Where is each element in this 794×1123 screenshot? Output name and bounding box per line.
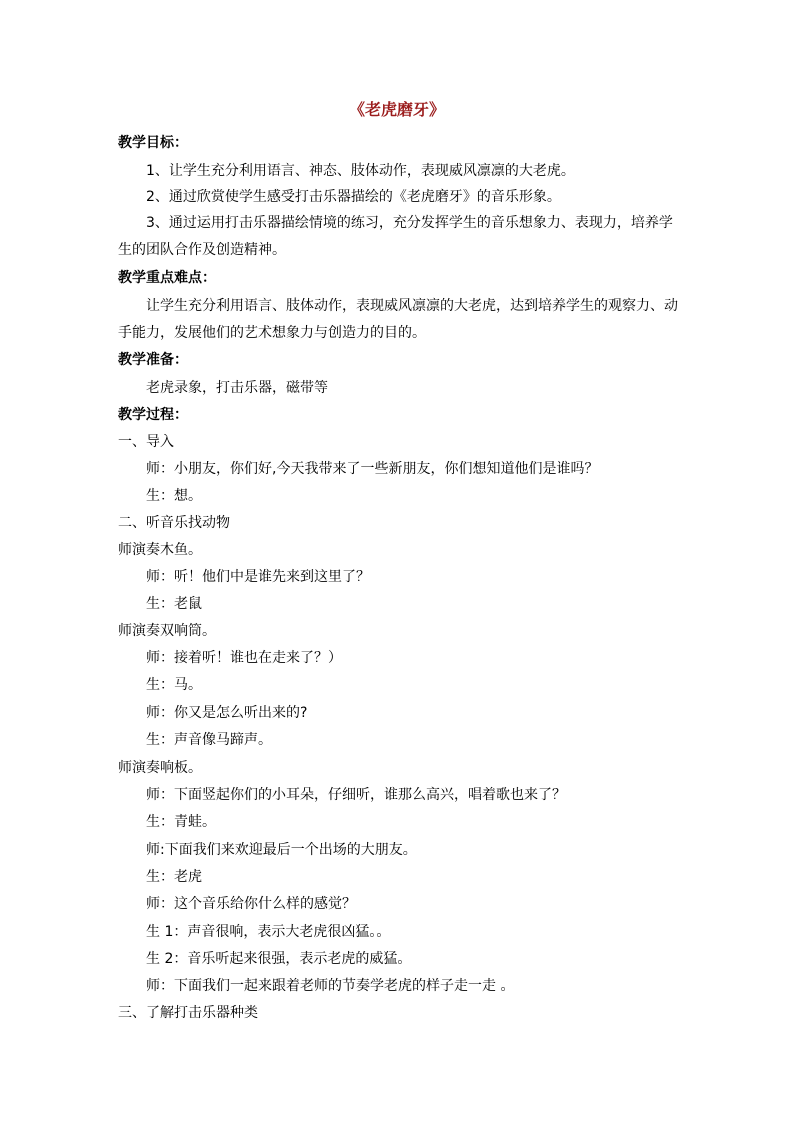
document-title: 《老虎磨牙》 bbox=[348, 100, 445, 119]
action-line: 师演奏双响筒。 bbox=[118, 623, 216, 639]
objectives-heading: 教学目标： bbox=[118, 135, 188, 151]
action-line: 师演奏响板。 bbox=[118, 760, 202, 776]
objective-3-line-2: 生的团队合作及创造精神。 bbox=[118, 242, 286, 258]
dialogue-line: 生：想。 bbox=[146, 488, 202, 504]
dialogue-line: 生：马。 bbox=[146, 677, 202, 693]
dialogue-line: 生：青蛙。 bbox=[146, 814, 216, 830]
objective-2: 2、通过欣赏使学生感受打击乐器描绘的《老虎磨牙》的音乐形象。 bbox=[146, 189, 561, 205]
dialogue-line: 生：老虎 bbox=[146, 869, 202, 885]
dialogue-line: 师：接着听！谁也在走来了？） bbox=[146, 650, 342, 666]
dialogue-line: 生 1：声音很响，表示大老虎很凶猛。。 bbox=[146, 924, 391, 940]
dialogue-line: 师：小朋友，你们好,今天我带来了一些新朋友，你们想知道他们是谁吗？ bbox=[146, 461, 599, 477]
dialogue-line: 师：下面竖起你们的小耳朵，仔细听，谁那么高兴，唱着歌也来了？ bbox=[146, 787, 566, 803]
dialogue-line: 师：这个音乐给你什么样的感觉？ bbox=[146, 896, 356, 912]
key-points-heading: 教学重点难点： bbox=[118, 270, 216, 286]
part-2-heading: 二、听音乐找动物 bbox=[118, 515, 230, 531]
part-1-heading: 一、导入 bbox=[118, 434, 174, 450]
key-points-line-2: 手能力，发展他们的艺术想象力与创造力的目的。 bbox=[118, 325, 426, 341]
dialogue-line: 师：下面我们一起来跟着老师的节奏学老虎的样子走一走 。 bbox=[146, 978, 515, 994]
action-line: 师演奏木鱼。 bbox=[118, 542, 202, 558]
dialogue-line: 生 2：音乐听起来很强，表示老虎的威猛。 bbox=[146, 951, 412, 967]
dialogue-line: 生：声音像马蹄声。 bbox=[146, 732, 272, 748]
objective-1: 1、让学生充分利用语言、神态、肢体动作，表现威风凛凛的大老虎。 bbox=[146, 163, 575, 179]
prep-heading: 教学准备： bbox=[118, 352, 188, 368]
objective-3-line-1: 3、通过运用打击乐器描绘情境的练习，充分发挥学生的音乐想象力、表现力，培养学 bbox=[146, 215, 673, 231]
key-points-line-1: 让学生充分利用语言、肢体动作，表现威风凛凛的大老虎，达到培养学生的观察力、动 bbox=[146, 298, 678, 314]
process-heading: 教学过程： bbox=[118, 407, 188, 423]
part-3-heading: 三、了解打击乐器种类 bbox=[118, 1005, 258, 1021]
dialogue-line: 师:下面我们来欢迎最后一个出场的大朋友。 bbox=[146, 842, 417, 858]
dialogue-line: 师：你又是怎么听出来的? bbox=[146, 705, 308, 721]
dialogue-line: 生：老鼠 bbox=[146, 596, 202, 612]
prep-text: 老虎录象，打击乐器，磁带等 bbox=[146, 380, 328, 396]
dialogue-line: 师：听！他们中是谁先来到这里了？ bbox=[146, 569, 370, 585]
